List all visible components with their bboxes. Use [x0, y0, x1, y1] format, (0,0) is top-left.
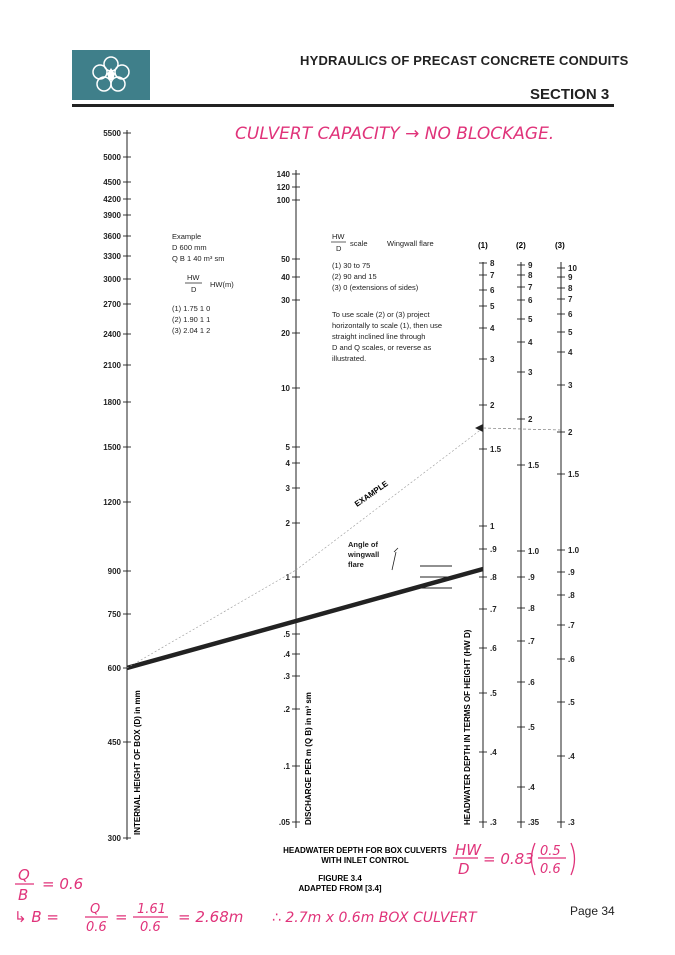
d-scale-label: 3300	[103, 252, 121, 261]
figure-caption-title-1: HEADWATER DEPTH FOR BOX CULVERTS	[283, 846, 447, 855]
flare-row-3: (3) 0 (extensions of sides)	[332, 283, 419, 292]
hw-scale-3-ticks	[557, 264, 580, 827]
hw-scale-2-label: 3	[528, 368, 533, 377]
d-scale-label: 3600	[103, 232, 121, 241]
example-line-label: EXAMPLE	[352, 479, 390, 509]
hw-scale-3-label: 7	[568, 295, 573, 304]
handwritten-b-calculation	[14, 902, 478, 935]
example-block	[172, 232, 234, 335]
hw-scale-1-ticks	[479, 259, 502, 827]
hw-scale-2-label: 9	[528, 261, 533, 270]
hw-axis-label: HEADWATER DEPTH IN TERMS OF HEIGHT (HW D)	[463, 629, 472, 825]
example-row-1: (1) 1.75 1 0	[172, 304, 211, 313]
figure-adapted-from: ADAPTED FROM [3.4]	[298, 884, 382, 893]
angle-arrow-icon	[392, 548, 398, 570]
d-scale-label: 1200	[103, 498, 121, 507]
d-scale-label: 4200	[103, 195, 121, 204]
q-scale-label: .1	[283, 762, 290, 771]
svg-text:Angle of: Angle of	[348, 540, 378, 549]
d-scale-label: 2400	[103, 330, 121, 339]
svg-text:0.6: 0.6	[540, 862, 561, 877]
q-scale-label: 50	[281, 255, 290, 264]
hw-scale-3-label: 6	[568, 310, 573, 319]
hw-scale-1-label: .9	[490, 545, 497, 554]
d-scale-label: 1800	[103, 398, 121, 407]
instruction-line-4: D and Q scales, or reverse as	[332, 343, 432, 352]
d-scale-label: 2100	[103, 361, 121, 370]
hw-scale-1-label: .3	[490, 818, 497, 827]
example-hwm: HW(m)	[210, 280, 234, 289]
instruction-line-1: To use scale (2) or (3) project	[332, 310, 430, 319]
hw-scale-3-label: 10	[568, 264, 577, 273]
hw-scale-3-label: 3	[568, 381, 573, 390]
hw-scale-2-label: .5	[528, 723, 535, 732]
example-d-line: D 600 mm	[172, 243, 207, 252]
page-number: Page 34	[570, 904, 615, 918]
hw-scale-1-label: 4	[490, 324, 495, 333]
flare-heading: Wingwall flare	[387, 239, 434, 248]
hw-scale-2-label: 2	[528, 415, 533, 424]
flare-scale-word: scale	[350, 239, 368, 248]
svg-text:flare: flare	[348, 560, 364, 569]
d-scale-label: 2700	[103, 300, 121, 309]
hw-scale-2-label: 1.0	[528, 547, 540, 556]
svg-text:D: D	[458, 860, 470, 878]
q-scale-label: .5	[283, 630, 290, 639]
svg-text:HW: HW	[455, 841, 482, 859]
d-scale-label: 600	[107, 664, 121, 673]
hw-scale-3-label: .6	[568, 655, 575, 664]
d-axis-label: INTERNAL HEIGHT OF BOX (D) in mm	[133, 690, 142, 835]
hw-scale-2-label: .7	[528, 637, 535, 646]
hw-scale-3-label: .5	[568, 698, 575, 707]
svg-text:0.6: 0.6	[140, 920, 161, 935]
svg-text:1.61: 1.61	[137, 902, 166, 917]
q-scale-label: 1	[285, 573, 290, 582]
flare-d-label: D	[336, 244, 342, 253]
svg-text:= 0.6: = 0.6	[42, 875, 84, 893]
hw-scale-3-label: 1.5	[568, 470, 580, 479]
q-scale-label: .4	[283, 650, 290, 659]
example-row-3: (3) 2.04 1 2	[172, 326, 211, 335]
hw-scale-3-label: .9	[568, 568, 575, 577]
d-scale-label: 5000	[103, 153, 121, 162]
example-row-2: (2) 1.90 1 1	[172, 315, 211, 324]
q-scale-label: 2	[285, 519, 290, 528]
hw-scale-1-label: .8	[490, 573, 497, 582]
hw-scale-2-label: .6	[528, 678, 535, 687]
hw-scale-2-ticks	[517, 261, 540, 827]
svg-text:0.6: 0.6	[86, 920, 107, 935]
dashed-guide-lower	[127, 570, 296, 668]
angle-label	[347, 540, 379, 569]
document-title: HYDRAULICS OF PRECAST CONCRETE CONDUITS	[300, 53, 629, 68]
handwritten-title-note: CULVERT CAPACITY → NO BLOCKAGE.	[235, 124, 555, 144]
hw-scale-1-label: 7	[490, 271, 495, 280]
hw-scale-1-label: .5	[490, 689, 497, 698]
q-axis-label: DISCHARGE PER m (Q B) in m³ sm	[304, 692, 313, 825]
d-scale-label: 1500	[103, 443, 121, 452]
hw-scale-3-label: .7	[568, 621, 575, 630]
hw-scale-2-label: .4	[528, 783, 535, 792]
svg-text:Q: Q	[90, 902, 101, 917]
dashed-projection	[483, 428, 561, 430]
example-hw-numerator: HW	[187, 273, 200, 282]
svg-text:wingwall: wingwall	[348, 550, 380, 559]
hw-scale-1-label: .6	[490, 644, 497, 653]
example-d-denominator: D	[191, 285, 197, 294]
flare-row-1: (1) 30 to 75	[332, 261, 371, 270]
hw-scale-3-label: .8	[568, 591, 575, 600]
hw-scale-1-label: 5	[490, 302, 495, 311]
handwritten-q-over-b	[15, 866, 83, 904]
instruction-line-5: illustrated.	[332, 354, 367, 363]
scale-2-header: (2)	[516, 241, 526, 250]
hw-scale-1-label: 8	[490, 259, 495, 268]
q-scale-label: .2	[283, 705, 290, 714]
hw-scale-1-label: 2	[490, 401, 495, 410]
instruction-line-2: horizontally to scale (1), then use	[332, 321, 443, 330]
hw-scale-2-label: 7	[528, 283, 533, 292]
hw-scale-2-label: 1.5	[528, 461, 540, 470]
svg-text:= 0.83: = 0.83	[483, 850, 534, 868]
example-qb-line: Q B 1 40 m³ sm	[172, 254, 225, 263]
hw-scale-1-label: .4	[490, 748, 497, 757]
q-scale-label: 4	[285, 459, 290, 468]
hw-scale-1-label: 1	[490, 522, 495, 531]
svg-text:= 2.68m: = 2.68m	[178, 908, 244, 926]
hw-scale-2-label: .9	[528, 573, 535, 582]
flare-legend	[331, 232, 442, 363]
d-scale-label: 750	[107, 610, 121, 619]
d-scale-label: 900	[107, 567, 121, 576]
q-scale-label: 20	[281, 329, 290, 338]
hw-scale-2-label: .8	[528, 604, 535, 613]
hw-scale-2-label: .35	[528, 818, 540, 827]
d-scale-label: 300	[107, 834, 121, 843]
hw-scale-1-label: .7	[490, 605, 497, 614]
hw-scale-3-label: 8	[568, 284, 573, 293]
svg-text:↳ B =: ↳ B =	[14, 908, 59, 926]
q-scale-label: 140	[276, 170, 290, 179]
d-scale-label: 5500	[103, 129, 121, 138]
figure-number: FIGURE 3.4	[318, 874, 362, 883]
example-title: Example	[172, 232, 202, 241]
flare-hw-label: HW	[332, 232, 345, 241]
hw-scale-3-label: .4	[568, 752, 575, 761]
hw-scale-1-label: 3	[490, 355, 495, 364]
d-scale-label: 4500	[103, 178, 121, 187]
instruction-line-3: straight inclined line through	[332, 332, 426, 341]
d-scale-label: 3900	[103, 211, 121, 220]
q-scale-label: 10	[281, 384, 290, 393]
handwritten-hw-equation	[453, 841, 575, 878]
q-scale-label: .05	[278, 818, 290, 827]
q-scale-label: 30	[281, 296, 290, 305]
svg-text:=: =	[115, 908, 128, 926]
figure-caption-title-2: WITH INLET CONTROL	[321, 856, 409, 865]
dashed-guide-upper	[296, 428, 483, 570]
scale-1-header: (1)	[478, 241, 488, 250]
q-scale-label: 3	[285, 484, 290, 493]
section-label: SECTION 3	[530, 86, 610, 103]
hw-scale-3-label: 2	[568, 428, 573, 437]
flare-row-2: (2) 90 and 15	[332, 272, 377, 281]
hw-scale-2-label: 8	[528, 271, 533, 280]
hw-scale-3-label: 5	[568, 328, 573, 337]
hw-scale-3-label: 4	[568, 348, 573, 357]
svg-text:Q: Q	[18, 866, 30, 884]
q-scale-label: 100	[276, 196, 290, 205]
q-scale-label: 5	[285, 443, 290, 452]
scale-3-header: (3)	[555, 241, 565, 250]
example-solution-line	[127, 569, 483, 668]
hw-scale-3-label: .3	[568, 818, 575, 827]
svg-text:0.5: 0.5	[540, 844, 561, 859]
hw-scale-2-label: 4	[528, 338, 533, 347]
q-scale-label: 120	[276, 183, 290, 192]
hw-scale-2-label: 5	[528, 315, 533, 324]
q-scale-label: 40	[281, 273, 290, 282]
hw-scale-3-label: 9	[568, 273, 573, 282]
hw-scale-2-label: 6	[528, 296, 533, 305]
hw-scale-3-label: 1.0	[568, 546, 580, 555]
d-scale-label: 450	[107, 738, 121, 747]
svg-text:∴ 2.7m x 0.6m BOX CULVERT: ∴ 2.7m x 0.6m BOX CULVERT	[272, 910, 477, 926]
svg-text:B: B	[18, 886, 29, 904]
d-scale-label: 3000	[103, 275, 121, 284]
q-scale-label: .3	[283, 672, 290, 681]
hw-scale-1-label: 1.5	[490, 445, 502, 454]
hw-scale-1-label: 6	[490, 286, 495, 295]
